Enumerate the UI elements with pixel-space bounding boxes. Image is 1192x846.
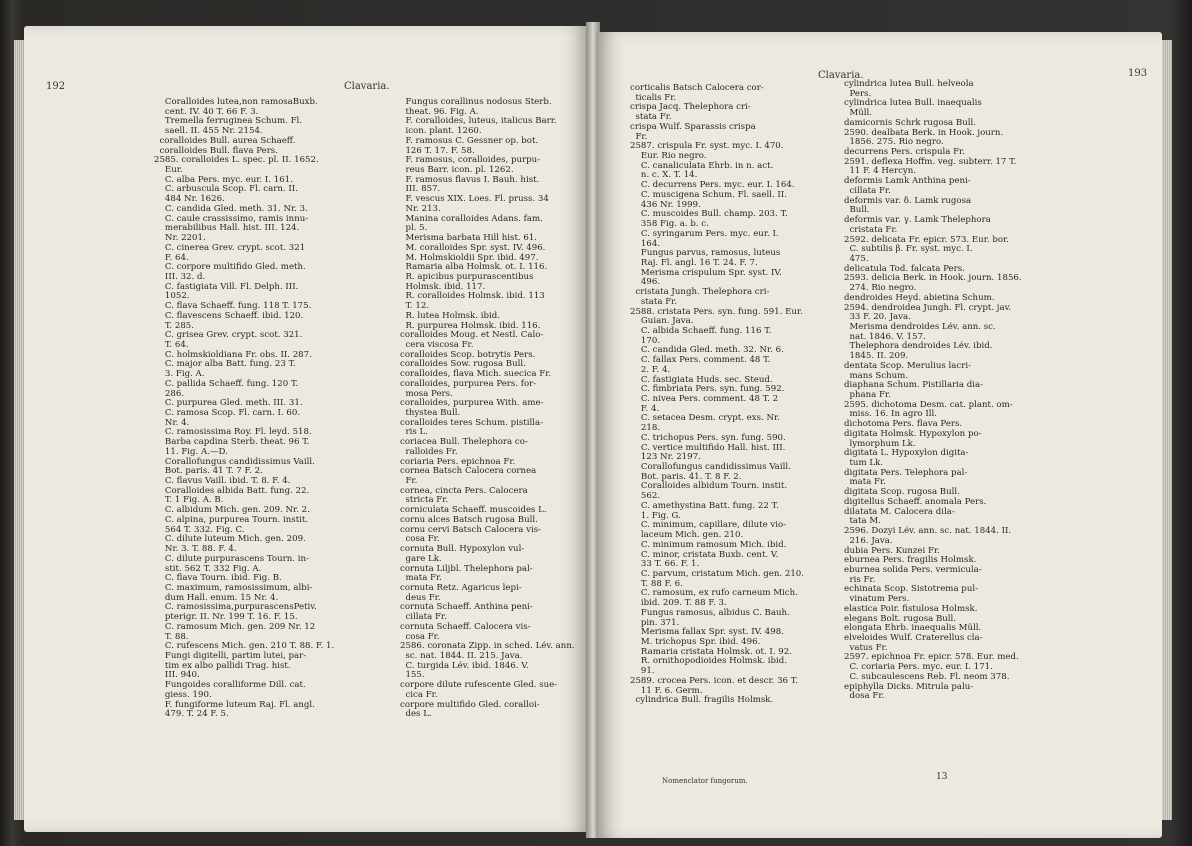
entry-line: C. nivea Pers. comment. 48 T. 2 <box>630 394 779 404</box>
entry-line: lymorphum Lk. <box>844 438 916 449</box>
entry-line: 274. Rio negro. <box>844 283 917 294</box>
right-page <box>596 32 1162 838</box>
entry-line: deformis var. γ. Lamk Thelephora <box>844 215 991 226</box>
page-number-left: 192 <box>46 81 66 92</box>
entry-line: 2587. crispula Fr. syst. myc. I. 470. <box>630 141 784 152</box>
entry-line: cylindrica lutea Bull. helveola <box>844 79 974 89</box>
running-head-right: Clavaria. <box>818 70 864 81</box>
entry-line: cosa Fr. <box>400 631 440 642</box>
right-column-1 <box>630 84 850 706</box>
entry-line: 2586. coronata Zipp. in sched. Lév. ann. <box>400 641 575 652</box>
entry-line: Holmsk. ibid. 117. <box>400 281 486 292</box>
entry-line: 2591. deflexa Hoffm. veg. subterr. 17 T. <box>844 156 1017 167</box>
entry-line: ris L. <box>400 427 428 438</box>
entry-line: sc. nat. 1844. II. 215. Java. <box>400 650 523 661</box>
entry-line: Fungus ramosus, albidus C. Bauh. <box>630 607 790 618</box>
entry-line: mans Schum. <box>844 370 909 381</box>
entry-line: tum Lk. <box>844 458 883 469</box>
entry-line: 11 F. 4 Hercyn. <box>844 166 917 177</box>
entry-line: 2592. delicata Fr. epicr. 573. Eur. bor. <box>844 234 1009 245</box>
right-page-edges <box>1162 40 1172 820</box>
entry-line: C. minimum ramosum Mich. ibid. <box>630 539 787 550</box>
entry-line: 436 Nr. 1999. <box>630 199 701 210</box>
entry-line: Fungi digitelli, partim lutei, par- <box>154 650 307 661</box>
entry-line: Merisma crispulum Spr. syst. IV. <box>630 267 782 278</box>
entry-line: 1. Fig. G. <box>630 510 681 521</box>
entry-line: Thelephora dendroides Lév. ibid. <box>844 341 993 352</box>
entry-line: saell. II. 455 Nr. 2154. <box>154 126 263 137</box>
entry-line: Merisma dendroides Lév. ann. sc. <box>844 321 996 332</box>
entry-line: C. dilute luteum Mich. gen. 209. <box>154 534 306 545</box>
entry-line: 1856. 275. Rio negro. <box>844 137 944 148</box>
entry-line: F. coralloides, luteus, italicus Barr. <box>400 116 557 127</box>
entry-line: 155. <box>400 670 425 681</box>
entry-line: vinatum Pers. <box>844 594 910 605</box>
entry-line: C. alba Pers. myc. eur. I. 161. <box>154 174 293 185</box>
entry-line: elegans Bolt. rugosa Bull. <box>844 613 957 624</box>
entry-line: 562. <box>630 491 661 502</box>
entry-line: R. ornithopodioides Holmsk. ibid. <box>630 656 788 667</box>
entry-line: C. ramosum Mich. gen. 209 Nr. 12 <box>154 621 316 632</box>
entry-line: Manina coralloides Adans. fam. <box>400 213 543 224</box>
entry-line: Corallofungus candidissimus Vaill. <box>630 462 791 473</box>
entry-line: dum Hall. enum. 15 Nr. 4. <box>154 592 279 603</box>
entry-line: coralloides, flava Mich. suecica Fr. <box>400 369 552 380</box>
entry-line: dendroides Heyd. abietina Schum. <box>844 292 995 303</box>
entry-line: corpore multifido Gled. coralloi- <box>400 699 540 710</box>
entry-line: C. caule crassissimo, ramis innu- <box>154 213 309 224</box>
entry-line: laceum Mich. gen. 210. <box>630 530 744 541</box>
entry-line: 33 F. 20. Java. <box>844 312 911 323</box>
entry-line: C. pallida Schaeff. fung. 120 T. <box>154 378 299 389</box>
entry-line: cornu alces Batsch rugosa Bull. <box>400 514 538 525</box>
entry-line: 2594. dendroidea Jungh. Fl. crypt. jav. <box>844 302 1012 313</box>
entry-line: Bull. <box>844 205 870 216</box>
left-page <box>24 26 590 832</box>
entry-line: cent. IV. 40 T. 66 F. 3. <box>154 106 259 117</box>
page-number-right: 193 <box>1128 68 1148 79</box>
entry-line: corpore dilute rufescente Gled. sue- <box>400 680 558 691</box>
entry-line: C. ramosa Scop. Fl. carn. I. 60. <box>154 408 301 418</box>
entry-line: n. c. X. T. 14. <box>630 170 698 181</box>
entry-line: Ramaria cristata Holmsk. ot. I. 92. <box>630 646 792 657</box>
entry-line: 1845. II. 209. <box>844 351 909 362</box>
entry-line: mosa Pers. <box>400 388 453 399</box>
right-column-2 <box>844 80 1059 702</box>
entry-line: coriacea Bull. Thelephora co- <box>400 437 528 448</box>
entry-line: T. 1 Fig. A. B. <box>154 495 224 506</box>
entry-line: cillata Fr. <box>844 185 891 196</box>
entry-line: digitata Holmsk. Hypoxylon po- <box>844 428 982 439</box>
entry-line: mata Fr. <box>844 477 886 488</box>
entry-line: 1052. <box>154 291 190 302</box>
entry-line: stricta Fr. <box>400 495 449 506</box>
entry-line: cylindrica Bull. fragilis Holmsk. <box>630 695 774 706</box>
entry-line: C. turgida Lév. ibid. 1846. V. <box>400 660 529 671</box>
entry-line: 479. T. 24 F. 5. <box>154 709 229 720</box>
entry-line: coralloides Scop. botrytis Pers. <box>400 349 536 360</box>
entry-line: 11 F. 6. Germ. <box>630 685 703 696</box>
entry-line: Fr. <box>400 476 418 487</box>
entry-line: C. fallax Pers. comment. 48 T. <box>630 355 771 366</box>
entry-line: miss. 16. In agro Ill. <box>844 409 937 420</box>
entry-line: digitata L. Hypoxylon digita- <box>844 448 969 459</box>
entry-line: F. fungiforme luteum Raj. Fl. angl. <box>154 699 315 710</box>
entry-line: Fungus parvus, ramosus, luteus <box>630 248 781 259</box>
entry-line: 358 Fig. a. b. c. <box>630 219 709 230</box>
entry-line: thystea Bull. <box>400 408 461 418</box>
entry-line: coralloides Bull. flava Pers. <box>154 145 278 156</box>
entry-line: vatus Fr. <box>844 642 888 653</box>
entry-line: mata Fr. <box>400 573 442 584</box>
entry-line: phana Fr. <box>844 390 891 400</box>
entry-line: C. subtilis β. Fr. syst. myc. I. <box>844 244 973 255</box>
entry-line: Nr. 213. <box>400 203 441 214</box>
entry-line: cica Fr. <box>400 689 438 700</box>
entry-line: ticalis Fr. <box>630 92 677 103</box>
entry-line: C. syringarum Pers. myc. eur. I. <box>630 228 779 239</box>
entry-line: Raj. Fl. angl. 16 T. 24. F. 7. <box>630 257 758 268</box>
entry-line: nat. 1846. V. 157. <box>844 331 926 342</box>
entry-line: coralloides Moug. et Nestl. Calo- <box>400 330 544 341</box>
entry-line: C. grisea Grev. crypt. scot. 321. <box>154 330 303 341</box>
entry-line: C. trichopus Pers. syn. fung. 590. <box>630 432 786 443</box>
entry-line: Ramaria alba Holmsk. ot. I. 116. <box>400 262 548 273</box>
entry-line: 123 Nr. 2197. <box>630 452 701 463</box>
entry-line: Coralloides lutea,non ramosaBuxb. <box>154 97 318 107</box>
entry-line: C. rufescens Mich. gen. 210 T. 88. F. 1. <box>154 641 335 652</box>
entry-line: 2585. coralloides L. spec. pl. II. 1652. <box>154 155 319 166</box>
entry-line: cornuta Liljbl. Thelephora pal- <box>400 563 533 574</box>
entry-line: digitata Pers. Telephora pal- <box>844 467 968 478</box>
entry-line: dubia Pers. Kunzei Fr. <box>844 545 940 556</box>
entry-line: digitata Scop. rugosa Bull. <box>844 487 960 498</box>
entry-line: C. fastigiata Huds. sec. Steud. <box>630 374 773 385</box>
entry-line: C. candida Gled. meth. 31. Nr. 3. <box>154 203 308 214</box>
entry-line: R. purpurea Holmsk. ibid. 116. <box>400 320 541 331</box>
entry-line: delicatula Tod. falcata Pers. <box>844 263 965 274</box>
entry-line: cillata Fr. <box>400 612 447 623</box>
entry-line: 2593. delicia Berk. in Hook. journ. 1856. <box>844 273 1022 284</box>
entry-line: dilatata M. Calocera dila- <box>844 506 955 517</box>
entry-line: cornea, cincta Pers. Calocera <box>400 485 528 496</box>
entry-line: corniculata Schaeff. muscoides L. <box>400 505 547 516</box>
entry-line: R. coralloides Holmsk. ibid. 113 <box>400 291 545 302</box>
entry-line: Coralloides albida Batt. fung. 22. <box>154 485 310 496</box>
entry-line: C. decurrens Pers. myc. eur. I. 164. <box>630 180 795 191</box>
entry-line: C. vertice multifido Hall. hist. III. <box>630 442 786 453</box>
entry-line: 2. F. 4. <box>630 364 671 375</box>
entry-line: T. 285. <box>154 320 194 331</box>
entry-line: Nr. 2201. <box>154 233 206 244</box>
entry-line: stata Fr. <box>630 112 672 123</box>
entry-line: 2590. dealbata Berk. in Hook. journ. <box>844 127 1004 138</box>
entry-line: C. subcaulescens Reb. Fl. neom 378. <box>844 671 1010 682</box>
entry-line: diaphana Schum. Pistillaria dia- <box>844 380 984 391</box>
entry-line: C. flava Schaeff. fung. 118 T. 175. <box>154 301 312 312</box>
entry-line: C. alpina, purpurea Tourn. instit. <box>154 514 309 525</box>
entry-line: 2589. crocea Pers. icon. et descr. 36 T. <box>630 675 798 686</box>
entry-line: C. albidum Mich. gen. 209. Nr. 2. <box>154 505 310 516</box>
entry-line: stata Fr. <box>630 296 678 307</box>
entry-line: elongata Ehrb. inaequalis Müll. <box>844 623 982 634</box>
entry-line: Guian. Java. <box>630 316 694 327</box>
entry-line: T. 12. <box>400 301 430 312</box>
entry-line: ralloides Fr. <box>400 446 458 457</box>
entry-line: C. setacea Desm. crypt. exs. Nr. <box>630 413 780 424</box>
entry-line: C. maximum, ramosissimum, albi- <box>154 582 313 593</box>
entry-line: 2595. dichotoma Desm. cat. plant. om- <box>844 399 1013 410</box>
left-page-edges <box>14 40 24 820</box>
entry-line: III. 857. <box>400 184 441 195</box>
entry-line: deus Fr. <box>400 592 441 603</box>
entry-line: cornea Batsch Calocera cornea <box>400 466 537 477</box>
entry-line: Merisma fallax Spr. syst. IV. 498. <box>630 627 784 638</box>
entry-line: 2597. epichnoa Fr. epicr. 578. Eur. med. <box>844 652 1019 663</box>
entry-line: C. parvum, cristatum Mich. gen. 210. <box>630 568 804 579</box>
entry-line: tim ex albo pallidi Trag. hist. <box>154 660 291 671</box>
entry-line: Coralloides albidum Tourn. instit. <box>630 481 788 492</box>
entry-line: elveloides Wulf. Craterellus cla- <box>844 632 983 643</box>
entry-line: R. lutea Holmsk. ibid. <box>400 310 500 321</box>
entry-line: cylindrica lutea Bull. inaequalis <box>844 98 982 109</box>
entry-line: coralloides Bull. aurea Schaeff. <box>154 135 296 146</box>
entry-line: Tremella ferruginea Schum. Fl. <box>154 116 303 127</box>
entry-line: deformis var. δ. Lamk rugosa <box>844 195 972 206</box>
entry-line: F. ramosus, coralloides, purpu- <box>400 155 541 166</box>
entry-line: C. flavus Vaill. ibid. T. 8. F. 4. <box>154 476 291 487</box>
entry-line: cornu cervi Batsch Calocera vis- <box>400 524 542 535</box>
entry-line: pl. 5. <box>400 223 428 234</box>
entry-line: dosa Fr. <box>844 691 885 702</box>
entry-line: Corallofungus candidissimus Vaill. <box>154 456 315 467</box>
entry-line: 286. <box>154 388 185 399</box>
entry-line: Barba capdina Sterb. theat. 96 T. <box>154 437 310 448</box>
entry-line: Nr. 4. <box>154 417 190 428</box>
entry-line: F. ramosus flavus I. Bauh. hist. <box>400 174 540 185</box>
entry-line: cornuta Retz. Agaricus lepi- <box>400 582 522 593</box>
entry-line: C. flava Tourn. ibid. Fig. B. <box>154 573 282 584</box>
entry-line: R. apicibus purpurascentibus <box>400 271 534 282</box>
entry-line: C. minor, cristata Buxb. cent. V. <box>630 549 779 560</box>
entry-line: Fr. <box>630 131 648 142</box>
entry-line: Fungus corallinus nodosus Sterb. <box>400 97 552 107</box>
entry-line: merabilibus Hall. hist. III. 124. <box>154 223 300 234</box>
entry-line: F. 4. <box>630 403 660 414</box>
entry-line: C. arbuscula Scop. Fl. carn. II. <box>154 184 298 195</box>
entry-line: reus Barr. icon. pl. 1262. <box>400 165 514 176</box>
entry-line: F. vescus XIX. Loes. Fl. pruss. 34 <box>400 194 549 205</box>
entry-line: coralloides, purpurea Pers. for- <box>400 378 537 389</box>
entry-line: Bot. paris. 41 T. 7 F. 2. <box>154 466 263 477</box>
entry-line: dentata Scop. Merulius lacri- <box>844 360 971 371</box>
entry-line: 496. <box>630 277 661 288</box>
entry-line: C. corpore multifido Gled. meth. <box>154 262 306 273</box>
entry-line: C. ramosissima,purpurascensPetiv. <box>154 602 317 613</box>
entry-line: pin. 371. <box>630 617 680 628</box>
entry-line: F. ramosus C. Gessner op. bot. <box>400 135 539 146</box>
entry-line: damicornis Schrk rugosa Bull. <box>844 117 976 128</box>
entry-line: 218. <box>630 423 661 434</box>
signature-mark: 13 <box>936 772 948 782</box>
entry-line: cera viscosa Fr. <box>400 339 474 350</box>
entry-line: corticalis Batsch Calocera cor- <box>630 83 764 93</box>
entry-line: 33 T. 66. F. 1. <box>630 559 700 570</box>
entry-line: des L. <box>400 709 432 720</box>
entry-line: 126 T. 17. F. 58. <box>400 145 475 156</box>
entry-line: C. holmskioldiana Fr. obs. II. 287. <box>154 349 312 360</box>
entry-line: 2596. Dozyi Lév. ann. sc. nat. 1844. II. <box>844 526 1012 537</box>
entry-line: C. fimbriata Pers. syn. fung. 592. <box>630 384 785 395</box>
entry-line: 2588. cristata Pers. syn. fung. 591. Eur. <box>630 306 803 317</box>
entry-line: decurrens Pers. crispula Fr. <box>844 147 965 158</box>
entry-line: stit. 562 T. 332 Fig. A. <box>154 563 262 574</box>
footer-title: Nomenclator fungorum. <box>662 777 748 785</box>
left-column-2 <box>400 98 590 720</box>
entry-line: echinata Scop. Sistotrema pul- <box>844 584 979 595</box>
entry-line: ibid. 209. T. 88 F. 3. <box>630 598 727 609</box>
entry-line: ris Fr. <box>844 574 876 585</box>
entry-line: C. fastigiata Vill. Fl. Delph. III. <box>154 281 299 292</box>
entry-line: icon. plant. 1260. <box>400 126 482 137</box>
entry-line: Bot. paris. 41. T. 8 F. 2. <box>630 471 742 482</box>
entry-line: III. 32. d. <box>154 271 206 282</box>
entry-line: dichotoma Pers. flava Pers. <box>844 419 963 430</box>
entry-line: pterigr. II. Nr. 199 T. 16. F. 15. <box>154 612 298 623</box>
entry-line: C. amethystina Batt. fung. 22 T. <box>630 500 779 511</box>
entry-line: C. ramosum, ex rufo carneum Mich. <box>630 588 798 599</box>
entry-line: theat. 96. Fig. A. <box>400 106 479 117</box>
entry-line: Eur. <box>154 165 183 176</box>
entry-line: 475. <box>844 253 869 264</box>
entry-line: 564 T. 332. Fig. C. <box>154 524 245 535</box>
entry-line: 216. Java. <box>844 535 893 546</box>
entry-line: M. Holmskioldii Spr. ibid. 497. <box>400 252 539 263</box>
entry-line: crispa Jacq. Thelephora cri- <box>630 102 751 113</box>
entry-line: C. minimum, capillare, dilute vio- <box>630 520 787 531</box>
left-column-1 <box>154 98 374 720</box>
entry-line: Fungoides coralliforme Dill. cat. <box>154 680 306 691</box>
entry-line: giess. 190. <box>154 689 212 700</box>
entry-line: M. trichopus Spr. ibid. 496. <box>630 636 761 647</box>
entry-line: 11. Fig. A.—D. <box>154 446 228 457</box>
entry-line: III. 940. <box>154 670 200 681</box>
entry-line: elastica Poir. fistulosa Holmsk. <box>844 603 978 614</box>
entry-line: crispa Wulf. Sparassis crispa <box>630 121 756 132</box>
entry-line: C. dilute purpurascens Tourn. in- <box>154 553 309 564</box>
entry-line: cristata Fr. <box>844 224 898 235</box>
entry-line: cornuta Bull. Hypoxylon vul- <box>400 544 525 555</box>
entry-line: 3. Fig. A. <box>154 369 205 380</box>
entry-line: cornuta Schaeff. Calocera vis- <box>400 621 531 632</box>
entry-line: cornuta Schaeff. Anthina peni- <box>400 602 533 613</box>
entry-line: C. canaliculata Ehrb. in n. act. <box>630 160 774 171</box>
entry-line: 170. <box>630 335 661 346</box>
entry-line: C. albida Schaeff. fung. 116 T. <box>630 325 772 336</box>
entry-line: coralloides, purpurea With. ame- <box>400 398 544 409</box>
entry-line: eburnea solida Pers. vermicula- <box>844 564 982 575</box>
entry-line: C. candida Gled. meth. 32. Nr. 6. <box>630 345 784 356</box>
entry-line: cristata Jungh. Thelephora cri- <box>630 287 770 298</box>
entry-line: T. 64. <box>154 339 189 350</box>
entry-line: C. coriaria Pers. myc. eur. I. 171. <box>844 662 993 673</box>
entry-line: gare Lk. <box>400 553 442 564</box>
entry-line: 91. <box>630 666 655 677</box>
entry-line: coralloides Sow. rugosa Bull. <box>400 359 526 370</box>
entry-line: C. purpurea Gled. meth. III. 31. <box>154 398 303 409</box>
entry-line: Müll. <box>844 108 873 119</box>
entry-line: M. coralloides Spr. syst. IV. 496. <box>400 242 546 253</box>
running-head-left: Clavaria. <box>344 81 390 92</box>
entry-line: C. ramosissima Roy. Fl. leyd. 518. <box>154 427 312 438</box>
entry-line: T. 88 F. 6. <box>630 578 683 589</box>
entry-line: 164. <box>630 238 661 249</box>
entry-line: Nr. 3. T. 88. F. 4. <box>154 544 237 555</box>
entry-line: Pers. <box>844 88 872 99</box>
entry-line: epiphylla Dicks. Mitrula palu- <box>844 681 974 692</box>
entry-line: coriaria Pers. epichnoa Fr. <box>400 456 516 467</box>
entry-line: tata M. <box>844 516 881 527</box>
entry-line: T. 88. <box>154 631 189 642</box>
entry-line: C. muscoides Bull. champ. 203. T. <box>630 209 788 220</box>
entry-line: C. major alba Batt. fung. 23 T. <box>154 359 296 370</box>
entry-line: C. muscigena Schum. Fl. saell. II. <box>630 189 787 200</box>
entry-line: C. cinerea Grev. crypt. scot. 321 <box>154 242 306 253</box>
entry-line: eburnea Pers. fragilis Holmsk. <box>844 555 977 566</box>
entry-line: digitellus Schaeff. anomala Pers. <box>844 496 987 507</box>
entry-line: F. 64. <box>154 252 189 263</box>
entry-line: coralloides teres Schum. pistilla- <box>400 417 544 428</box>
entry-line: C. flavescens Schaeff. ibid. 120. <box>154 310 304 321</box>
entry-line: 484 Nr. 1626. <box>154 194 225 205</box>
entry-line: deformis Lamk Anthina peni- <box>844 176 971 187</box>
entry-line: cosa Fr. <box>400 534 440 545</box>
entry-line: Merisma barbata Hill hist. 61. <box>400 233 538 244</box>
entry-line: Eur. Rio negro. <box>630 151 707 162</box>
